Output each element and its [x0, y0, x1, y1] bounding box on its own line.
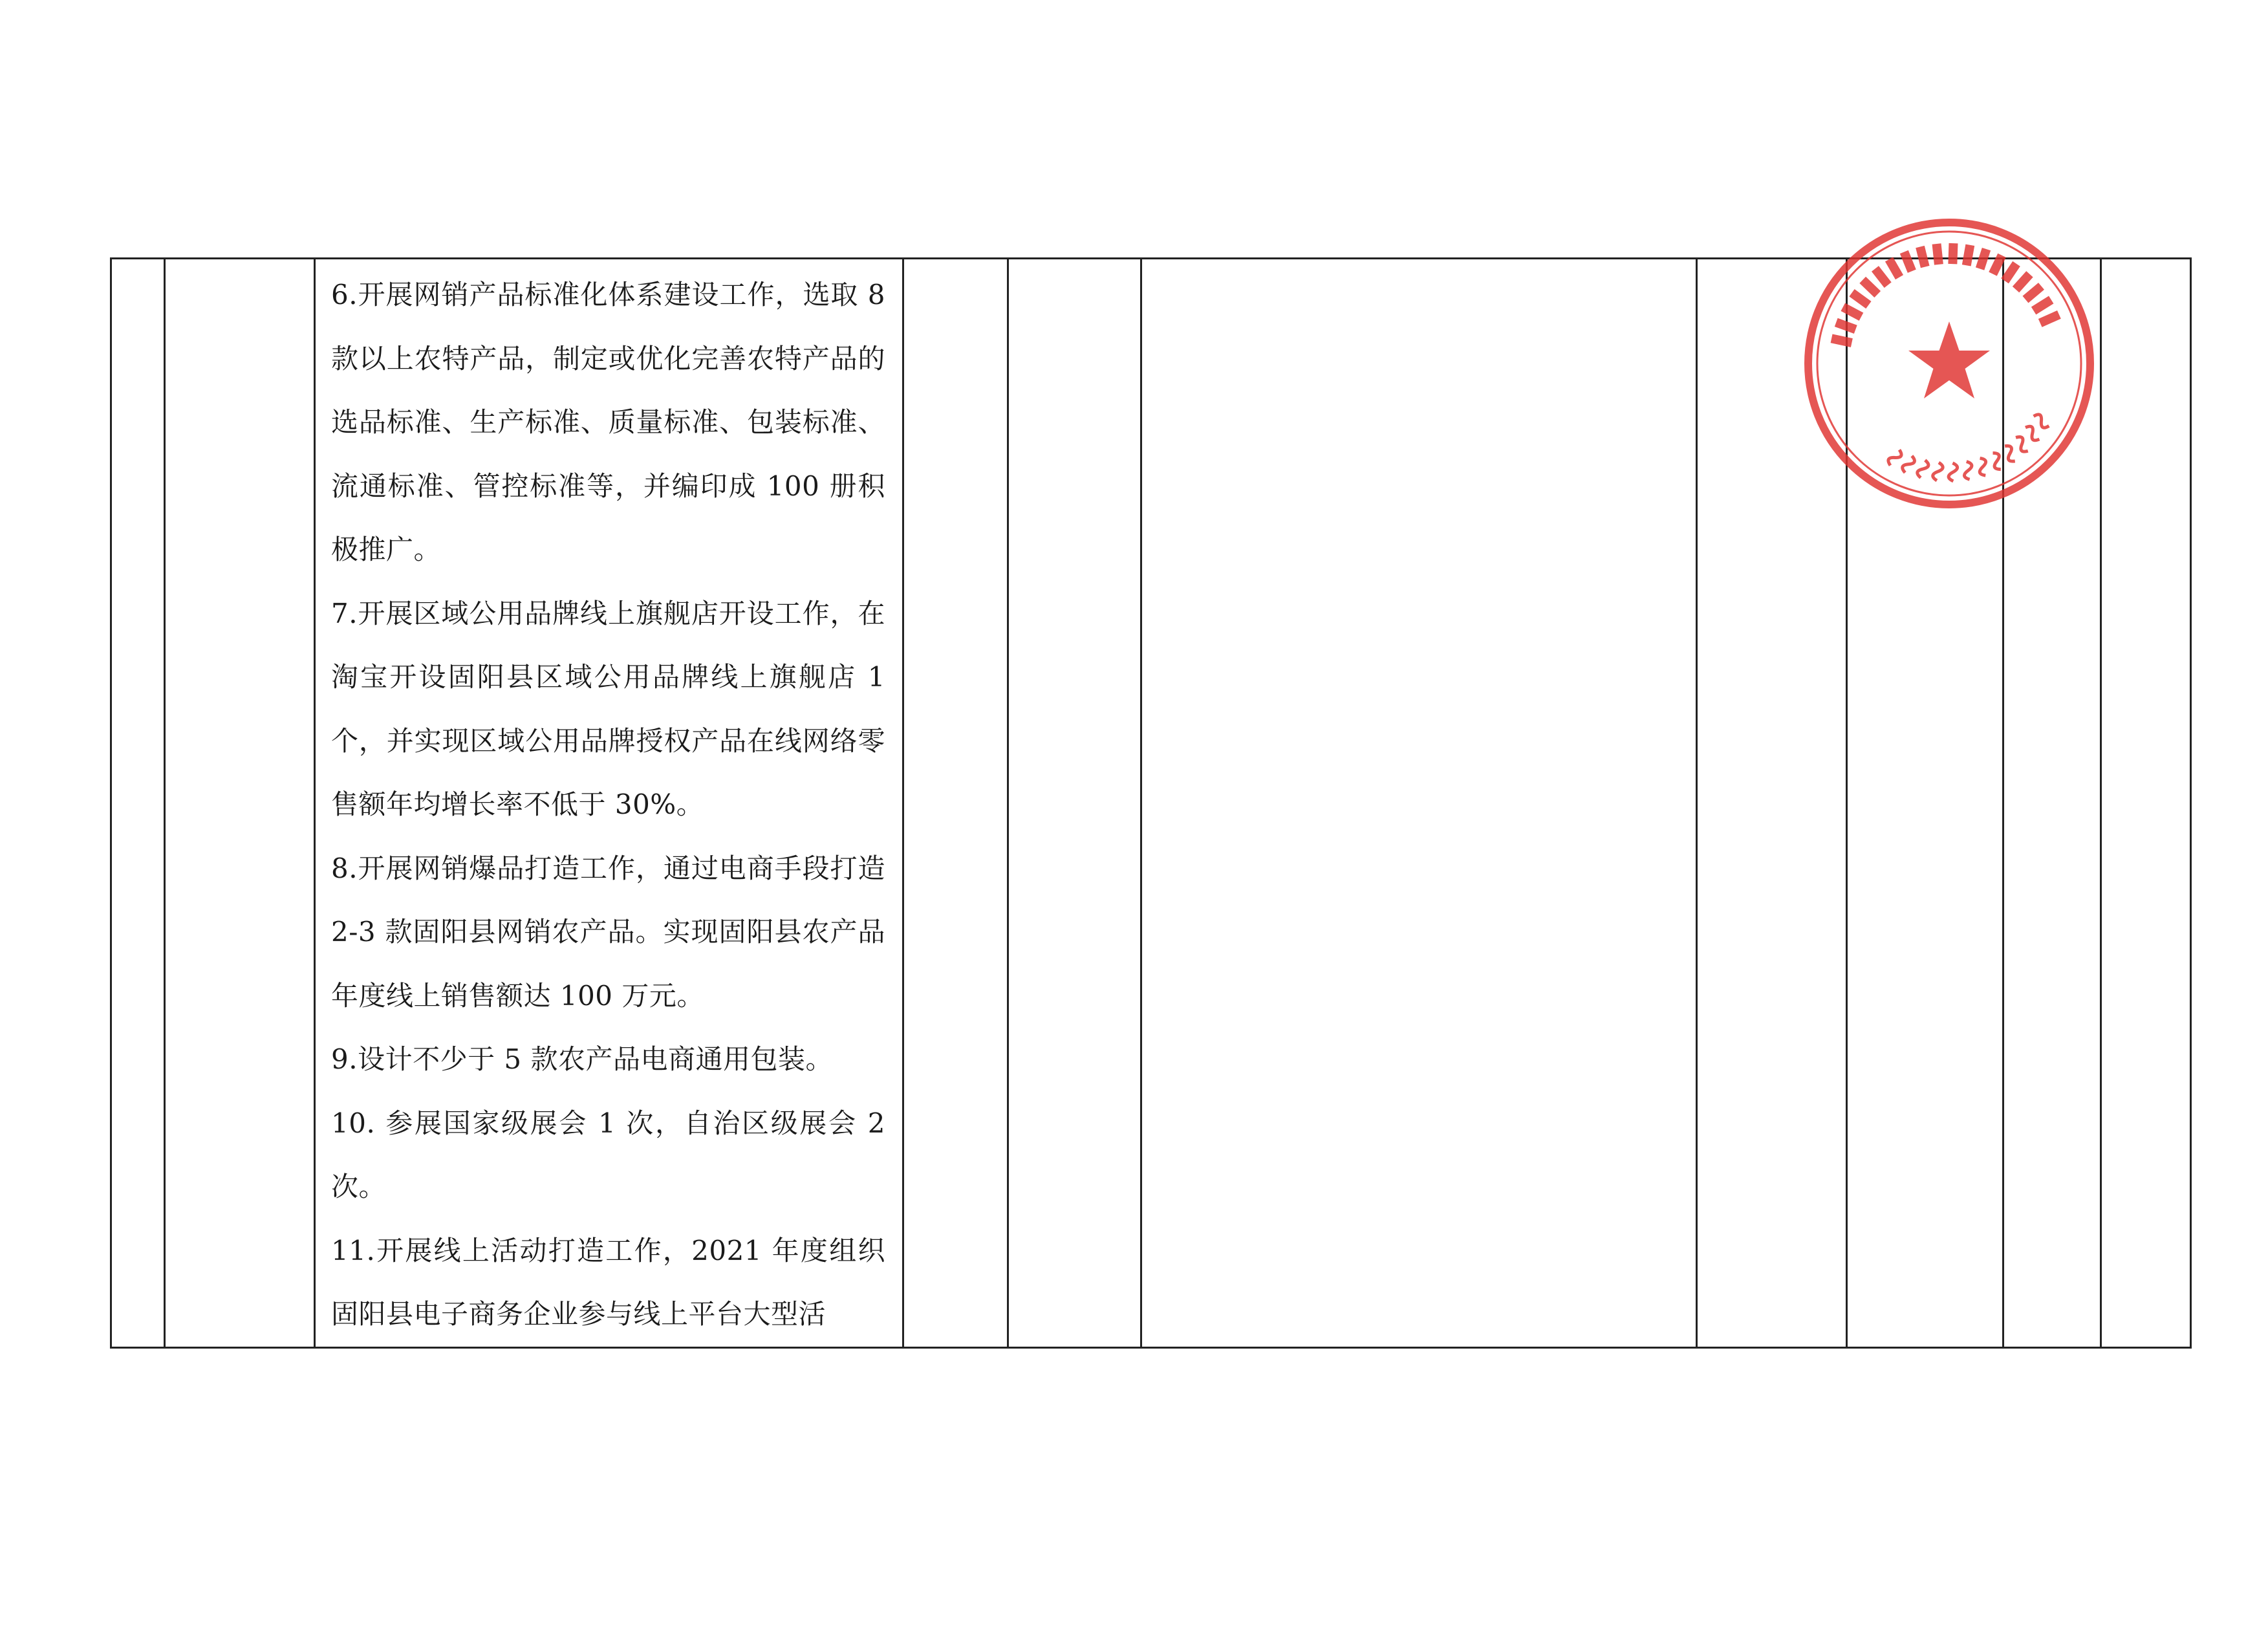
- document-table: [110, 257, 2192, 1349]
- table-cell-9: [2003, 259, 2101, 1348]
- table-cell-2: [165, 259, 315, 1348]
- table-cell-8: [1847, 259, 2003, 1348]
- table-cell-4: [903, 259, 1008, 1348]
- list-item-11: 11.开展线上活动打造工作，2021 年度组织固阳县电子商务企业参与线上平台大型活: [331, 1234, 885, 1330]
- table-cell-5: [1008, 259, 1141, 1348]
- item-list: [331, 259, 885, 1347]
- list-item-10: 10. 参展国家级展会 1 次，自治区级展会 2 次。: [331, 1107, 885, 1202]
- list-item-6: 6.开展网销产品标准化体系建设工作，选取 8 款以上农特产品，制定或优化完善农特产品的选品标准、生产标准、质量标准、包装标准、流通标准、管控标准等，并编印成 100 册积极推广。: [331, 279, 885, 565]
- table-cell-6: [1141, 259, 1697, 1348]
- table-cell-10: [2101, 259, 2191, 1348]
- content-cell: [315, 259, 903, 1348]
- list-item-8: 8.开展网销爆品打造工作，通过电商手段打造 2-3 款固阳县网销农产品。实现固阳县农产品年度线上销售额达 100 万元。: [331, 852, 885, 1012]
- list-item-9: 9.设计不少于 5 款农产品电商通用包装。: [331, 1043, 833, 1075]
- table-row: [111, 259, 2191, 1348]
- table-cell-7: [1697, 259, 1847, 1348]
- list-item-7: 7.开展区域公用品牌线上旗舰店开设工作，在淘宝开设固阳县区域公用品牌线上旗舰店 1 个，并实现区域公用品牌授权产品在线网络零售额年均增长率不低于 30%。: [331, 597, 885, 820]
- table-cell-1: [111, 259, 165, 1348]
